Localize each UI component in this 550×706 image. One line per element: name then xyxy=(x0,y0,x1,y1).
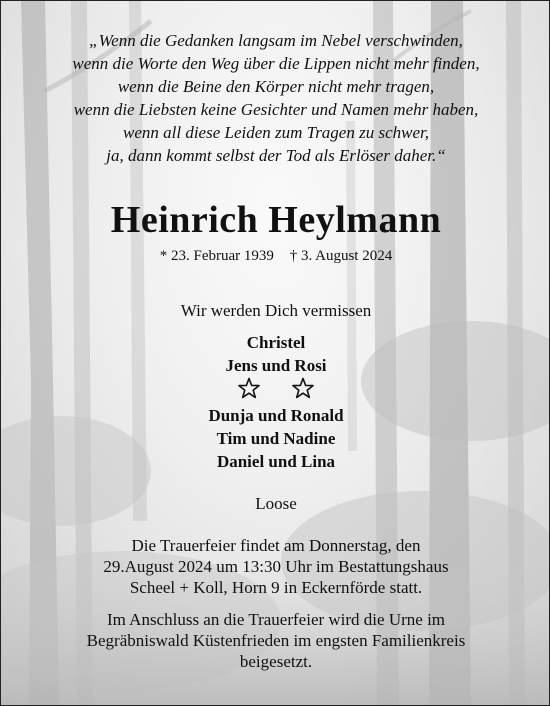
birth-date: * 23. Februar 1939 xyxy=(159,248,274,264)
burial-notice xyxy=(1,609,550,672)
poem-line: ja, dann kommt selbst der Tod als Erlöser daher.“ xyxy=(106,146,446,165)
obituary-content xyxy=(1,1,550,706)
mourner-name: Daniel und Lina xyxy=(216,452,336,471)
ceremony-notice xyxy=(1,535,550,598)
poem-line: wenn all diese Leiden zum Tragen zu schwer, xyxy=(123,123,429,142)
place-name: Loose xyxy=(255,494,297,513)
star-outline-icon xyxy=(237,377,261,399)
death-date: † 3. August 2024 xyxy=(289,248,393,264)
star-outline-icon xyxy=(291,377,315,399)
life-dates xyxy=(1,246,550,266)
mourner-name: Jens und Rosi xyxy=(225,356,327,375)
farewell-line: Wir werden Dich vermissen xyxy=(180,301,372,320)
mourner-name: Tim und Nadine xyxy=(216,429,336,448)
ceremony-line: 29.August 2024 um 13:30 Uhr im Bestattungshaus xyxy=(103,557,449,576)
poem-line: wenn die Beine den Körper nicht mehr tragen, xyxy=(117,77,435,96)
poem-line: wenn die Worte den Weg über die Lippen nicht mehr finden, xyxy=(72,54,480,73)
ceremony-line: Scheel + Koll, Horn 9 in Eckernförde statt. xyxy=(129,578,423,597)
poem xyxy=(1,29,550,167)
mourner-name: Christel xyxy=(246,333,306,352)
ceremony-line: Die Trauerfeier findet am Donnerstag, den xyxy=(131,536,421,555)
burial-line: Im Anschluss an die Trauerfeier wird die Urne im xyxy=(106,610,446,629)
poem-line: wenn die Liebsten keine Gesichter und Namen mehr haben, xyxy=(73,100,479,119)
mourners-group-first xyxy=(1,331,550,377)
burial-line: beigesetzt. xyxy=(239,652,313,671)
stars-row xyxy=(1,377,550,401)
poem-line: „Wenn die Gedanken langsam im Nebel verschwinden, xyxy=(89,31,463,50)
mourner-name: Dunja und Ronald xyxy=(208,406,344,425)
burial-line: Begräbniswald Küstenfrieden im engsten Familienkreis xyxy=(86,631,466,650)
deceased-name: Heinrich Heylmann xyxy=(110,199,442,241)
mourners-group-second xyxy=(1,404,550,473)
